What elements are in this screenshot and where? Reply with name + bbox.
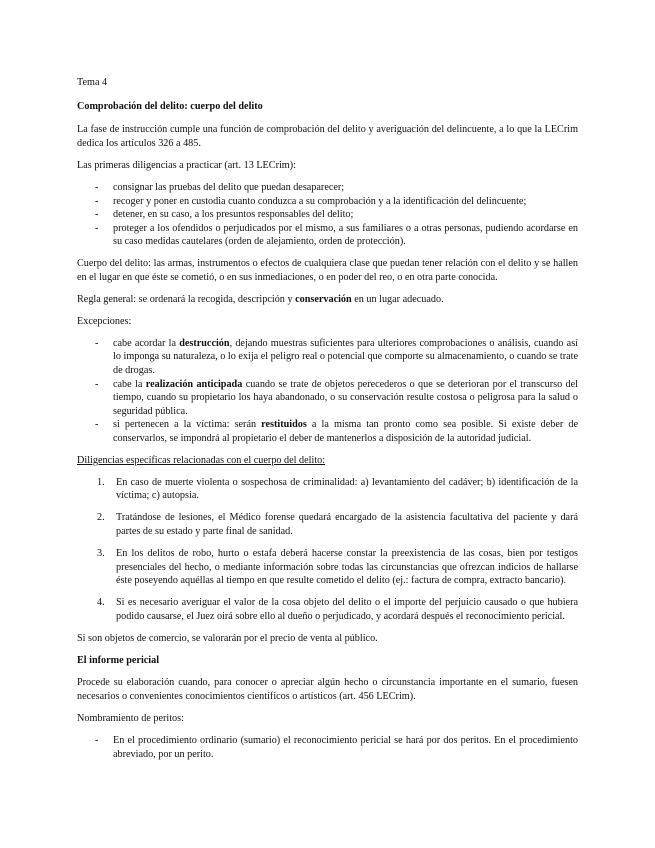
general-rule-before: Regla general: se ordenará la recogida, descripción y — [77, 293, 296, 305]
specific-title: Diligencias específicas relacionadas con el cuerpo del delito: — [77, 454, 326, 466]
exception-text: si pertenecen a la víctima: serán — [113, 419, 262, 431]
intro-paragraph: La fase de instrucción cumple una función de comprobación del delito y averiguación del delincuente, a lo que la LECrim dedica los artículos 326 a 485. — [77, 124, 578, 149]
exception-text: cabe acordar la — [113, 337, 180, 349]
corpus-definition: Cuerpo del delito: las armas, instrumentos o efectos de cualquiera clase que puedan tener relación con el delito y se hallen en el lugar en que éste se cometió, o en sus inmediaciones, o en poder del reo, o en otra parte conocida. — [77, 257, 578, 283]
exceptions-list — [77, 337, 578, 446]
list-item — [77, 418, 578, 445]
item-number: 2. — [97, 512, 105, 524]
list-item — [77, 547, 578, 588]
topic-label: Tema 4 — [77, 77, 108, 88]
section-heading — [77, 100, 578, 114]
item-text: Tratándose de lesiones, el Médico forense quedará encargado de la asistencia facultativa del paciente y dará partes de su estado y parte final de sanidad. — [116, 512, 578, 537]
first-steps-title: Las primeras diligencias a practicar (art. 13 LECrim): — [77, 159, 296, 171]
item-number: 3. — [97, 548, 105, 560]
item-number: 4. — [97, 597, 105, 609]
first-steps-list — [77, 181, 578, 249]
experts-list — [77, 734, 578, 761]
exceptions-title: Excepciones: — [77, 315, 132, 327]
exception-text: cuando se trate de objetos perecederos o que se deterioran por el transcurso del tiempo, cuando su propietario los haya abandonado, o su conservación resulte costosa o peligrosa para la salud o seguridad pública. — [113, 378, 579, 417]
exception-keyword: realización anticipada — [145, 378, 243, 390]
list-item — [77, 378, 578, 419]
general-rule-after: en un lugar adecuado. — [351, 293, 444, 305]
item-text: En caso de muerte violenta o sospechosa de criminalidad: a) levantamiento del cadáver; b) identificación de la víctima; c) autopsia. — [116, 476, 578, 502]
document-body — [77, 76, 578, 769]
report-intro: Procede su elaboración cuando, para conocer o apreciar algún hecho o circunstancia importante en el sumario, fuesen necesarios o convenientes conocimientos científicos o artísticos (art. 456 LECrim). — [77, 677, 578, 702]
report-heading-text: El informe pericial — [77, 655, 160, 667]
list-item — [77, 596, 578, 623]
experts-title: Nombramiento de peritos: — [77, 712, 184, 724]
list-item: - detener, en su caso, a los presuntos responsables del delito; — [77, 208, 578, 222]
report-heading — [77, 654, 578, 668]
item-text: Si es necesario averiguar el valor de la cosa objeto del delito o el importe del perjuicio causado o que hubiera podido causarse, el Juez oirá sobre ello al dueño o perjudicado, y acordará después el reconocimiento pericial. — [116, 597, 578, 622]
general-rule-bold: conservación — [295, 293, 352, 305]
general-rule — [77, 293, 578, 307]
item-number: 1. — [97, 476, 105, 488]
list-item — [77, 337, 578, 378]
list-item: - En el procedimiento ordinario (sumario) el reconocimiento pericial se hará por dos peritos. En el procedimiento abreviado, por un perito. — [77, 734, 578, 761]
commerce-note: Si son objetos de comercio, se valorarán por el precio de venta al público. — [77, 633, 378, 644]
exception-text: cabe la — [113, 378, 146, 390]
list-item — [77, 511, 578, 538]
list-item: - recoger y poner en custodia cuanto conduzca a su comprobación y a la identificación del delincuente; — [77, 195, 578, 209]
exception-text: a la misma tan pronto como sea posible. Si existe deber de conservarlos, se impondrá al propietario el deber de mantenerlos a disposición de la autoridad judicial. — [113, 419, 578, 444]
list-item — [77, 476, 578, 503]
exception-keyword: destrucción — [179, 337, 230, 349]
section-heading-text: Comprobación del delito: cuerpo del delito — [77, 100, 263, 112]
exception-text: , dejando muestras suficientes para ulteriores comprobaciones o análisis, cuando así lo imponga su naturaleza, o lo exija el peligro real o potencial que comporte su almacenamiento, o cuando se trate de drogas. — [113, 337, 578, 376]
item-text: En los delitos de robo, hurto o estafa deberá hacerse constar la preexistencia de las cosas, bien por testigos presenciales del hecho, o mediante información sobre todas las circunstancias que ofrezcan indicios de hallarse éste poseyendo aquéllas al tiempo en que resulte cometido el delito (ej.: factura de compra, extracto bancario). — [116, 548, 578, 587]
list-item: - consignar las pruebas del delito que puedan desaparecer; — [77, 181, 578, 195]
specific-list — [77, 476, 578, 624]
list-item: - proteger a los ofendidos o perjudicados por el mismo, a sus familiares o a otras personas, pudiendo acordarse en su caso medidas cautelares (orden de alejamiento, orden de protección). — [77, 222, 578, 249]
exception-keyword: restituidos — [261, 419, 307, 431]
